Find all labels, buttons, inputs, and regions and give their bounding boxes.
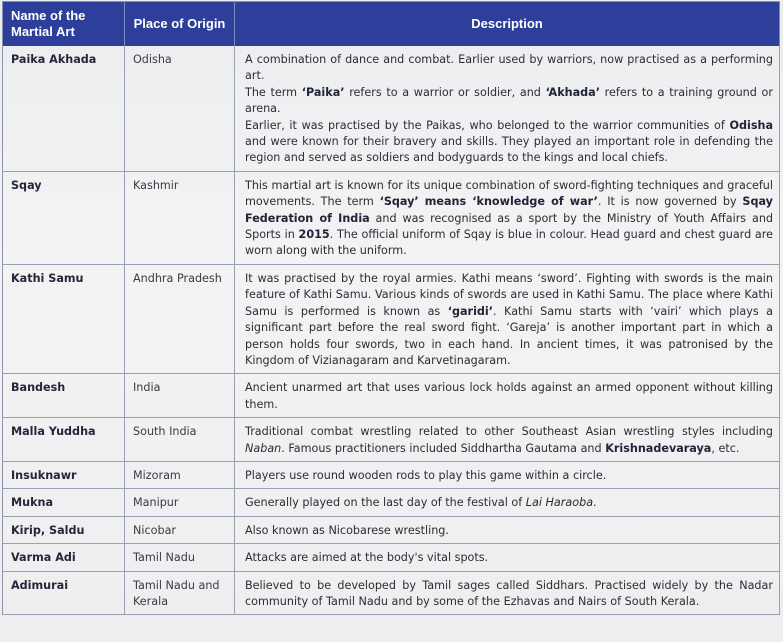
place-of-origin: Odisha <box>125 46 235 171</box>
description <box>235 461 780 488</box>
text-run: . Kathi Samu starts with ‘vairi’ which plays a significant part before the real sword fight. ‘Gareja’ is another important part in which a person holds four swords, two in each hand. In ancient times, it was patronised by the Kingdom of Vizianagaram and Karvetinagaram. <box>245 304 773 367</box>
bold-text: ‘Sqay’ means ‘knowledge of war’ <box>379 195 598 209</box>
text-run: Ancient unarmed art that uses various lock holds against an armed opponent without killing them. <box>245 381 773 411</box>
bold-text: ‘Paika’ <box>301 85 345 99</box>
text-run: refers to a training ground or arena. <box>245 85 773 116</box>
bold-text: 2015 <box>298 228 330 242</box>
martial-art-name: Mukna <box>3 489 125 516</box>
bold-text: Odisha <box>729 118 773 132</box>
text-run: refers to a warrior or soldier, and <box>344 85 546 99</box>
martial-art-name: Bandesh <box>3 374 125 418</box>
description-paragraph <box>245 468 773 484</box>
bold-text: ‘garidi’ <box>447 304 494 318</box>
description <box>235 571 780 615</box>
place-of-origin: Tamil Nadu and Kerala <box>125 571 235 615</box>
description <box>235 418 780 462</box>
text-run: . It is now governed by <box>597 195 743 209</box>
martial-art-name: Malla Yuddha <box>3 418 125 462</box>
place-of-origin: South India <box>125 418 235 462</box>
table-header-row <box>3 2 780 47</box>
text-run: Also known as Nicobarese wrestling. <box>245 523 449 537</box>
italic-text: Lai Haraoba <box>525 496 594 510</box>
martial-art-name: Insuknawr <box>3 461 125 488</box>
italic-text: Naban <box>245 441 282 455</box>
martial-art-name: Paika Akhada <box>3 46 125 171</box>
header-place: Place of Origin <box>125 2 235 47</box>
bold-text: Krishnadevaraya <box>605 441 712 455</box>
text-run: The term <box>245 85 302 99</box>
place-of-origin: Tamil Nadu <box>125 544 235 571</box>
description <box>235 46 780 171</box>
description-paragraph <box>245 380 773 413</box>
description-paragraph <box>245 178 773 260</box>
martial-art-name: Kathi Samu <box>3 264 125 373</box>
description <box>235 544 780 571</box>
martial-art-name: Sqay <box>3 171 125 264</box>
header-description: Description <box>235 2 780 47</box>
description <box>235 171 780 264</box>
table-row <box>3 544 780 571</box>
table-row <box>3 516 780 543</box>
text-run: This martial art is known for its unique combination of sword-fighting techniques and graceful movements. The term <box>245 178 773 209</box>
description <box>235 489 780 516</box>
text-run: Players use round wooden rods to play this game within a circle. <box>245 468 607 482</box>
description <box>235 516 780 543</box>
bold-text: Sqay Federation of India <box>245 195 773 225</box>
place-of-origin: Nicobar <box>125 516 235 543</box>
table-row <box>3 171 780 264</box>
description-paragraph <box>245 523 773 539</box>
text-run: . <box>593 496 597 510</box>
place-of-origin: Manipur <box>125 489 235 516</box>
table-body <box>3 46 780 615</box>
table-row <box>3 489 780 516</box>
description-paragraph <box>245 495 773 511</box>
text-run: Believed to be developed by Tamil sages called Siddhars. Practised widely by the Nadar community of Tamil Nadu and by some of the Ezhavas and Nairs of South Kerala. <box>245 578 773 608</box>
martial-art-name: Adimurai <box>3 571 125 615</box>
bold-text: ‘Akhada’ <box>545 85 600 99</box>
text-run: and were known for their bravery and skills. They played an important role in defending the region and served as soldiers and bodyguards to the kings and local chiefs. <box>245 135 773 165</box>
text-run: . Famous practitioners included Siddhartha Gautama and <box>281 441 606 455</box>
header-name: Name of the Martial Art <box>3 2 125 47</box>
text-run: Generally played on the last day of the festival of <box>245 496 526 510</box>
martial-art-name: Kirip, Saldu <box>3 516 125 543</box>
text-run: It was practised by the royal armies. Kathi means ‘sword’. Fighting with swords is the main feature of Kathi Samu. Various kinds of swords are used in Kathi Samu. The place where Kathi Samu is performed is known as <box>245 271 773 318</box>
description-paragraph <box>245 52 773 85</box>
description-paragraph <box>245 85 773 118</box>
place-of-origin: Mizoram <box>125 461 235 488</box>
text-run: A combination of dance and combat. Earlier used by warriors, now practised as a performing art. <box>245 53 773 83</box>
text-run: , etc. <box>711 441 740 455</box>
table-row <box>3 418 780 462</box>
text-run: and was recognised as a sport by the Ministry of Youth Affairs and Sports in <box>245 211 774 242</box>
place-of-origin: Kashmir <box>125 171 235 264</box>
table-row <box>3 46 780 171</box>
martial-arts-table <box>2 1 780 615</box>
text-run: . The official uniform of Sqay is blue in colour. Head guard and chest guard are worn along with the uniform. <box>245 228 773 258</box>
description-paragraph <box>245 550 773 566</box>
description-paragraph <box>245 271 773 369</box>
place-of-origin: India <box>125 374 235 418</box>
place-of-origin: Andhra Pradesh <box>125 264 235 373</box>
description-paragraph <box>245 424 773 457</box>
table-row <box>3 374 780 418</box>
martial-art-name: Varma Adi <box>3 544 125 571</box>
description-paragraph <box>245 578 773 611</box>
table-row <box>3 571 780 615</box>
table-row <box>3 461 780 488</box>
description-paragraph <box>245 118 773 167</box>
description <box>235 374 780 418</box>
text-run: Attacks are aimed at the body's vital spots. <box>245 551 489 565</box>
table-row <box>3 264 780 373</box>
description <box>235 264 780 373</box>
text-run: Earlier, it was practised by the Paikas, who belonged to the warrior communities of <box>245 118 730 132</box>
text-run: Traditional combat wrestling related to other Southeast Asian wrestling styles including <box>245 425 773 439</box>
